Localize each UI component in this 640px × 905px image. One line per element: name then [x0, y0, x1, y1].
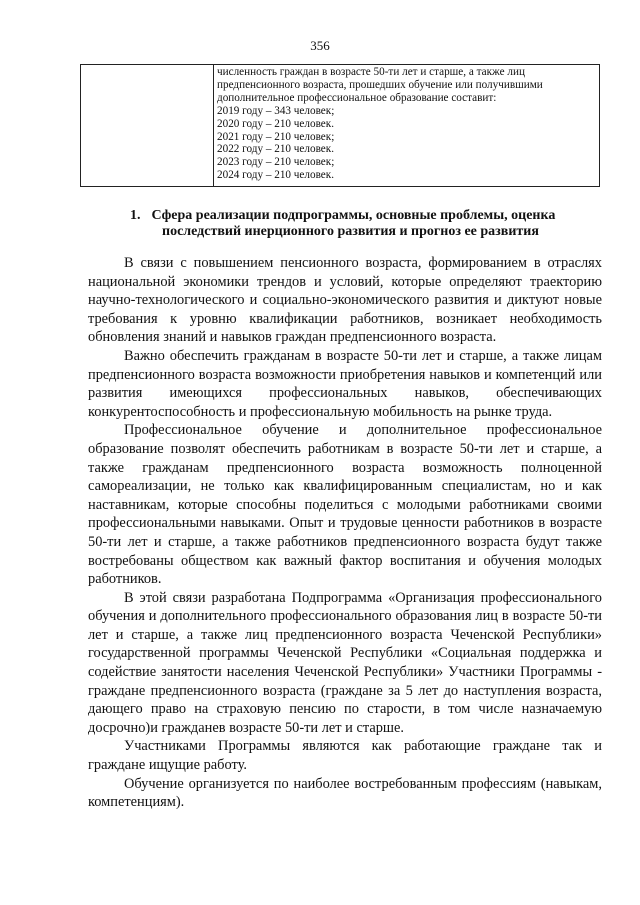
paragraph: Профессиональное обучение и дополнительное профессиональное образование позволят обеспечить работникам в возрасте 50-ти лет и старше, а также гражданам предпенсионного возраста возможность полноценной самореализации, не только как квалифицированным специалистам, но и как наставникам, которые способны поделиться с молодыми работниками своими профессиональными навыками. Опыт и трудовые ценности работников в возрасте 50-ти лет и старше, а также работников предпенсионного возраста будут также востребованы обществом как важный фактор воспитания и обучения молодых работников. [88, 422, 602, 588]
paragraph: Обучение организуется по наиболее востребованным профессиям (навыкам, компетенциям). [88, 775, 602, 811]
table-year-line: 2019 году – 343 человек; [217, 104, 335, 117]
table-intro-line: предпенсионного возраста, прошедших обучение или получившими [217, 78, 543, 91]
indicator-table [80, 64, 600, 187]
paragraph: В связи с повышением пенсионного возраста, формированием в отраслях национальной экономики трендов и условий, которые определяют траекторию научно-технологического и социально-экономического развития и диктуют новые требования к уровню квалификации работников, возникает необходимость обновления знаний и навыков граждан предпенсионного возраста. [88, 255, 602, 346]
body-text [88, 254, 602, 812]
paragraph: Важно обеспечить гражданам в возрасте 50-ти лет и старше, а также лицам предпенсионного возраста возможности приобретения навыков и компетенций или развития имеющихся профессиональных навыков, обеспечивающих конкурентоспособность и профессиональную мобильность на рынке труда. [88, 347, 602, 420]
table-year-line: 2022 году – 210 человек. [217, 143, 334, 156]
section-number: 1. [130, 208, 141, 223]
section-title-line1: Сфера реализации подпрограммы, основные проблемы, оценка [151, 208, 556, 223]
section-heading [130, 208, 610, 240]
table-year-line: 2024 году – 210 человек. [217, 169, 334, 182]
table-year-line: 2021 году – 210 человек; [217, 130, 335, 143]
table-intro-line: дополнительное профессиональное образование составит: [217, 91, 497, 104]
table-left-cell [81, 65, 214, 186]
table-intro-line: численность граждан в возрасте 50-ти лет и старше, а также лиц [217, 66, 525, 78]
page-number: 356 [310, 38, 330, 53]
table-year-line: 2023 году – 210 человек; [217, 156, 335, 169]
table-year-line: 2020 году – 210 человек. [217, 117, 334, 130]
section-title-line2: последствий инерционного развития и прогноз ее развития [162, 224, 539, 239]
table-right-cell [214, 65, 599, 186]
paragraph: В этой связи разработана Подпрограмма «Организация профессионального обучения и дополнительного профессионального образования лиц в возрасте 50-ти лет и старше, а также лиц предпенсионного возраста Чеченской Республики» государственной программы Чеченской Республики «Социальная поддержка и содействие занятости населения Чеченской Республики» Участники Программы - граждане предпенсионного возраста (граждане за 5 лет до наступления возраста, дающего право на страховую пенсию по старости, в том числе назначаемую досрочно)и гражданев возрасте 50-ти лет и старше. [88, 589, 602, 736]
paragraph: Участниками Программы являются как работающие граждане так и граждане ищущие работу. [88, 738, 602, 774]
